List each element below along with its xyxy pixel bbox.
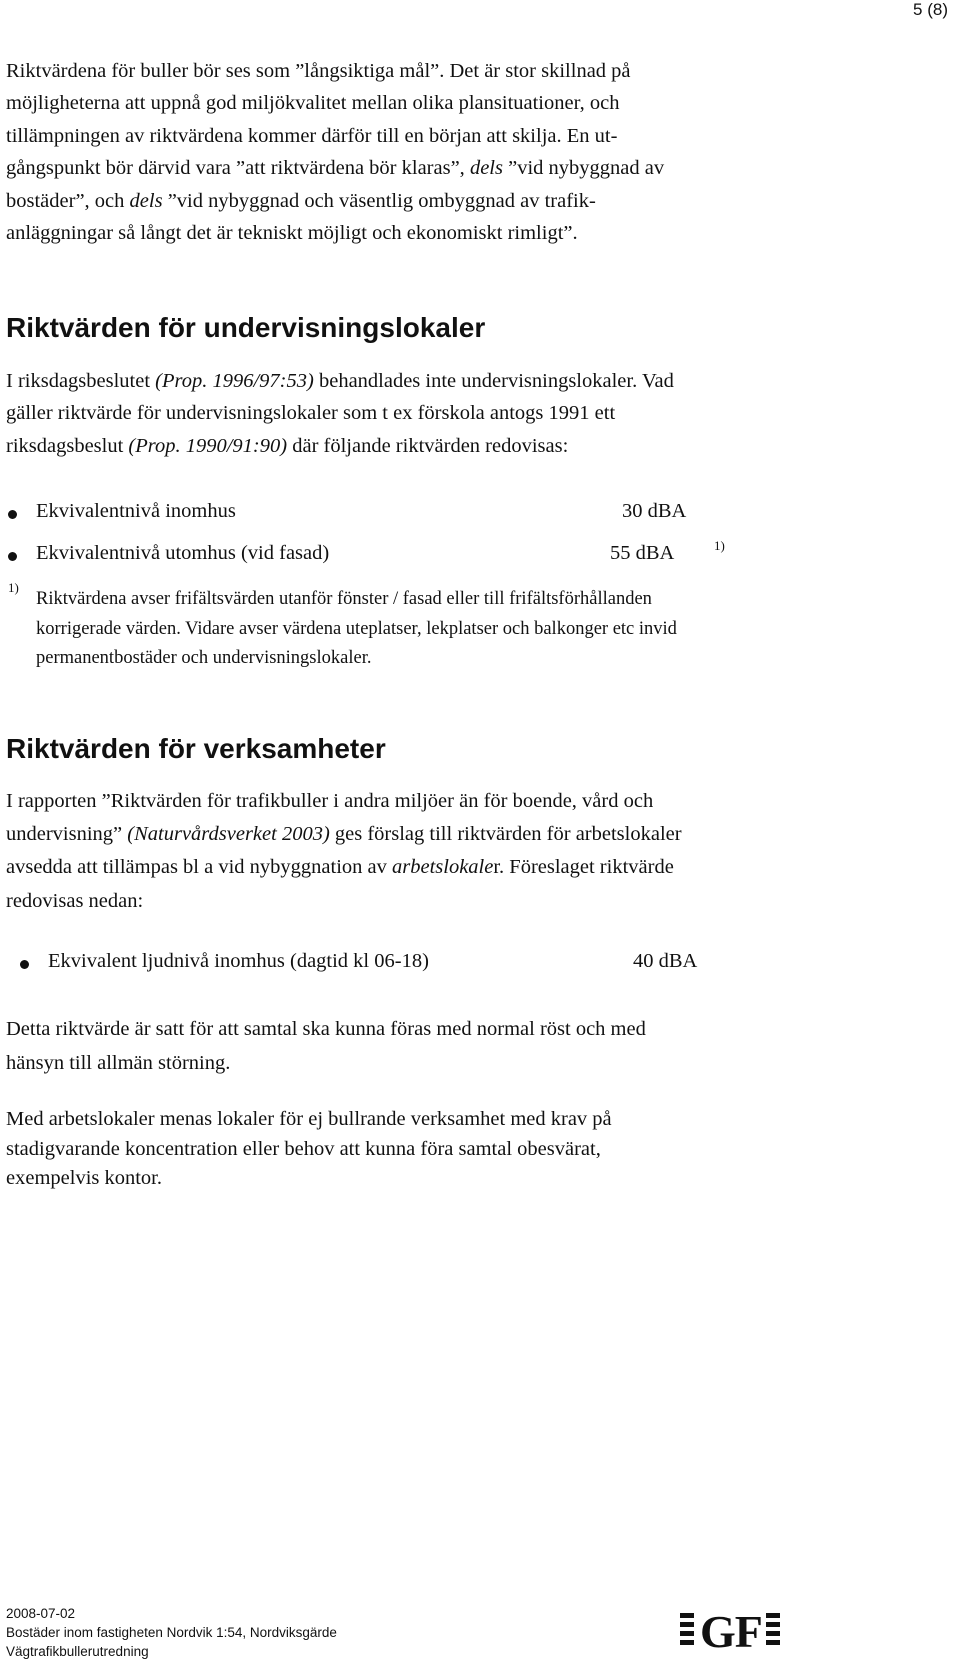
section2-paragraph [6,785,946,918]
text-line: bostäder”, och dels ”vid nybyggnad och väsentlig ombyggnad av trafik- [6,189,596,212]
text-line: I riksdagsbeslutet (Prop. 1996/97:53) behandlades inte undervisningslokaler. Vad [6,370,674,392]
bullet-value: 40 dBA [633,950,698,972]
text-line: korrigerade värden. Vidare avser värdena uteplatser, lekplatser och balkonger etc invid [36,618,677,639]
text-line: möjligheterna att uppnå god miljökvalitet mellan olika plansituationer, och [6,92,620,115]
bullet-value: 55 dBA [610,542,675,564]
logo-text: GF [700,1606,762,1657]
text-line: hänsyn till allmän störning. [6,1052,231,1074]
footer-project: Bostäder inom fastigheten Nordvik 1:54, Nordviksgärde [6,1625,337,1640]
text-line: anläggningar så långt det är tekniskt möjligt och ekonomiskt rimligt”. [6,222,578,245]
text-line: exempelvis kontor. [6,1167,163,1189]
page-footer [6,1604,337,1661]
section-heading-verksamheter: Riktvärden för verksamheter [6,733,386,764]
footnote-text [36,585,677,674]
text-line: riksdagsbeslut (Prop. 1990/91:90) där följande riktvärden redovisas: [6,434,569,457]
text-line: Med arbetslokaler menas lokaler för ej bullrande verksamhet med krav på [6,1108,612,1130]
section1-paragraph [6,365,946,462]
text-line: redovisas nedan: [6,889,144,912]
text-line: permanentbostäder och undervisningslokaler. [36,648,372,668]
text-line: gäller riktvärde för undervisningslokaler som t ex förskola antogs 1991 ett [6,402,616,425]
intro-paragraph [6,55,946,249]
section-heading-undervisningslokaler: Riktvärden för undervisningslokaler [6,312,486,343]
text-line: avsedda att tillämpas bl a vid nybyggnation av arbetslokaler. Föreslaget riktvärde [6,856,674,879]
logo-bars-icon [766,1613,780,1647]
section2-paragraph-2 [6,1012,946,1080]
text-line: undervisning” (Naturvårdsverket 2003) ges förslag till riktvärden för arbetslokaler [6,823,682,846]
bullet-item [0,500,960,530]
footnote-ref: 1) [714,538,725,553]
bullet-item [0,950,960,980]
footer-document: Vägtrafikbullerutredning [6,1644,149,1659]
text-line: Riktvärdena för buller bör ses som ”långsiktiga mål”. Det är stor skillnad på [6,60,631,82]
page-number: 5 (8) [913,0,948,19]
bullet-value: 30 dBA [622,500,687,522]
text-line: tillämpningen av riktvärdena kommer därför till en början att skilja. En ut- [6,124,618,147]
bullet-icon [20,960,29,969]
section2-paragraph-3 [6,1105,946,1194]
bullet-icon [8,552,17,561]
footnote-marker: 1) [8,580,19,595]
text-line: Riktvärdena avser frifältsvärden utanför fönster / fasad eller till frifältsförhållanden [36,589,652,609]
text-line: gångspunkt bör därvid vara ”att riktvärdena bör klaras”, dels ”vid nybyggnad av [6,157,665,180]
bullet-icon [8,510,17,519]
company-logo [680,1605,780,1655]
text-line: stadigvarande koncentration eller behov att kunna föra samtal obesvärat, [6,1137,601,1160]
text-line: Detta riktvärde är satt för att samtal ska kunna föras med normal röst och med [6,1018,646,1040]
logo-bars-icon [680,1613,694,1647]
bullet-label: Ekvivalentnivå utomhus (vid fasad) [36,542,330,564]
text-line: I rapporten ”Riktvärden för trafikbuller i andra miljöer än för boende, vård och [6,790,654,812]
bullet-item [0,538,960,572]
bullet-label: Ekvivalentnivå inomhus [36,500,236,522]
bullet-label: Ekvivalent ljudnivå inomhus (dagtid kl 06-18) [48,950,429,972]
footer-date: 2008-07-02 [6,1606,76,1621]
